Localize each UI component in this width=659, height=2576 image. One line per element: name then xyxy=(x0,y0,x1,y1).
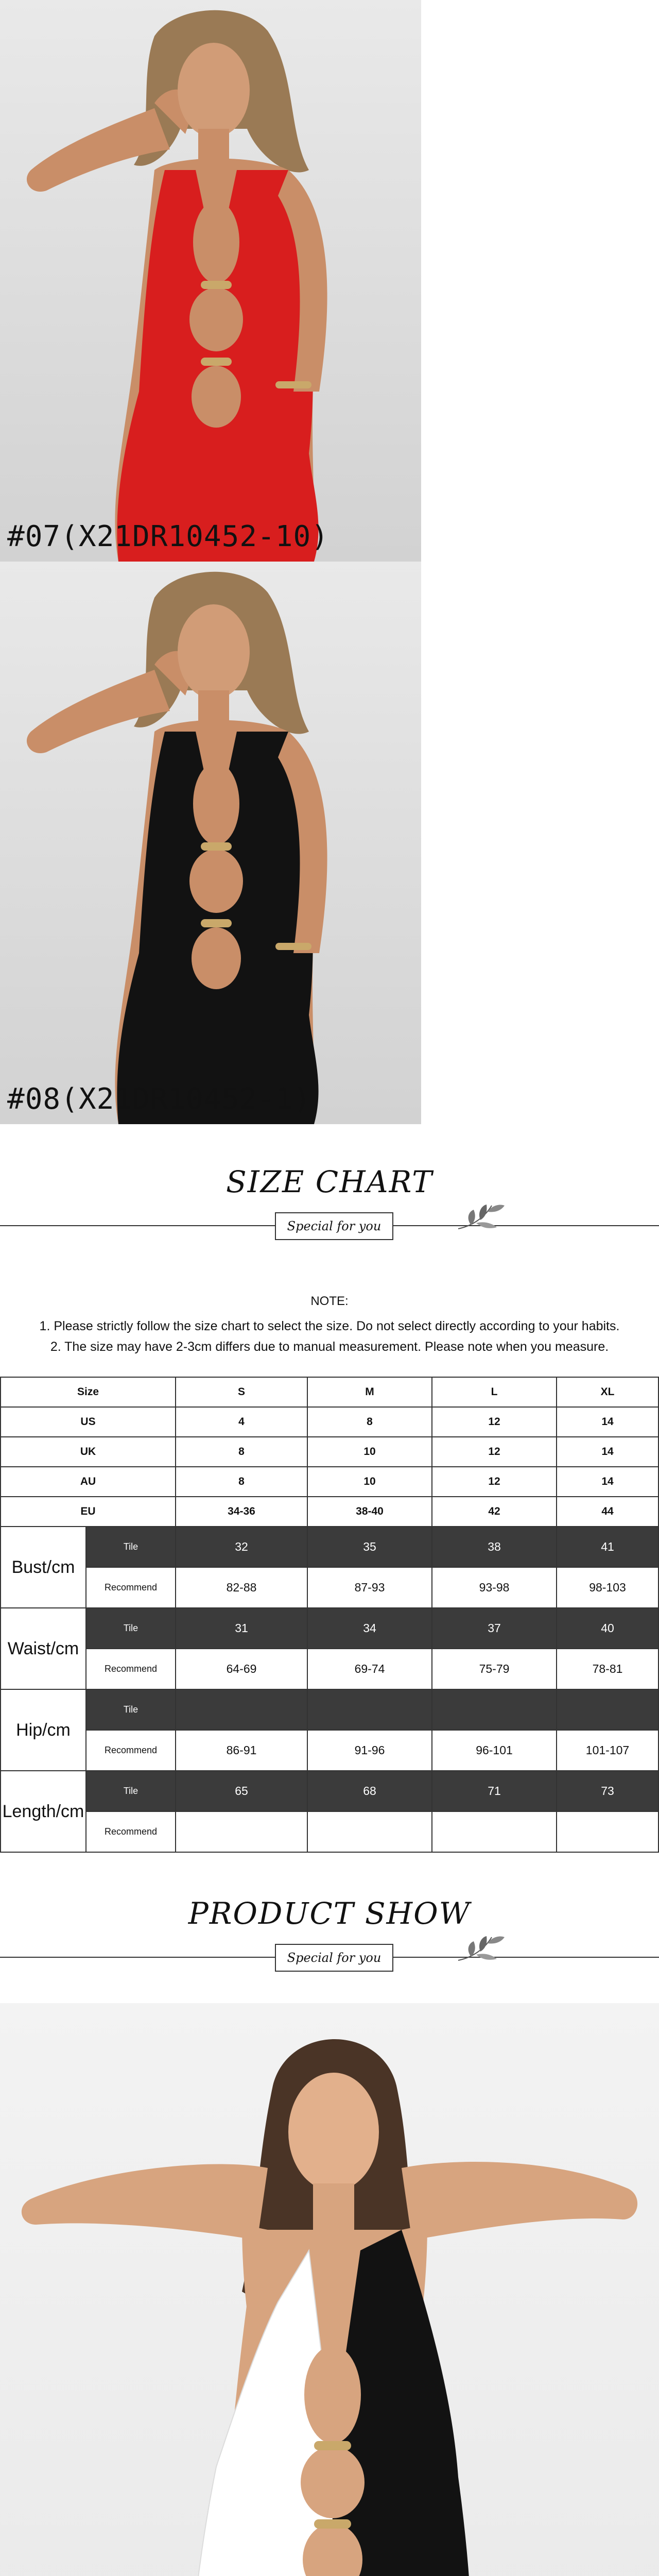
note-line: 2. The size may have 2-3cm differs due to manual measurement. Please note when you measure. xyxy=(50,1340,609,1354)
table-cell: 4 xyxy=(176,1407,307,1437)
table-cell: 14 xyxy=(557,1437,658,1467)
table-cell: 14 xyxy=(557,1467,658,1497)
table-cell: 91-96 xyxy=(307,1730,432,1771)
table-row xyxy=(1,1497,658,1527)
size-header: Size xyxy=(1,1377,176,1407)
table-cell: 101-107 xyxy=(557,1730,658,1771)
size-note xyxy=(0,1294,659,1357)
model-illustration xyxy=(0,2003,659,2576)
size-col-header: M xyxy=(307,1377,432,1407)
note-line: 1. Please strictly follow the size chart to select the size. Do not select directly according to your habits. xyxy=(39,1319,620,1333)
table-cell: 65 xyxy=(176,1771,307,1811)
table-cell xyxy=(432,1689,557,1730)
measurement-label: Hip/cm xyxy=(1,1689,86,1771)
row-type: Recommend xyxy=(86,1730,176,1771)
table-cell: 10 xyxy=(307,1467,432,1497)
table-cell: 12 xyxy=(432,1467,557,1497)
product-show-subtitle: Special for you xyxy=(275,1944,393,1972)
size-col-header: S xyxy=(176,1377,307,1407)
table-cell: 73 xyxy=(557,1771,658,1811)
table-cell: 82-88 xyxy=(176,1567,307,1608)
table-cell: 10 xyxy=(307,1437,432,1467)
row-type: Recommend xyxy=(86,1567,176,1608)
size-col-header: L xyxy=(432,1377,557,1407)
table-cell: 44 xyxy=(557,1497,658,1527)
measurement-label: Length/cm xyxy=(1,1771,86,1852)
row-type: Recommend xyxy=(86,1811,176,1852)
row-type: Tile xyxy=(86,1771,176,1811)
table-cell: 78-81 xyxy=(557,1649,658,1689)
table-cell: 35 xyxy=(307,1527,432,1567)
table-cell: 31 xyxy=(176,1608,307,1649)
measurement-label: Bust/cm xyxy=(1,1527,86,1608)
size-chart-title: SIZE CHART xyxy=(226,1164,433,1199)
table-cell: 98-103 xyxy=(557,1567,658,1608)
table-cell: 12 xyxy=(432,1407,557,1437)
table-cell: 71 xyxy=(432,1771,557,1811)
row-type: Recommend xyxy=(86,1649,176,1689)
row-label: AU xyxy=(1,1467,176,1497)
table-cell: 38-40 xyxy=(307,1497,432,1527)
table-cell xyxy=(557,1689,658,1730)
leaf-icon xyxy=(456,1932,507,1963)
size-table xyxy=(0,1377,659,1853)
size-chart-header xyxy=(0,1164,659,1252)
size-col-header: XL xyxy=(557,1377,658,1407)
table-cell: 69-74 xyxy=(307,1649,432,1689)
table-cell: 8 xyxy=(307,1407,432,1437)
table-cell: 75-79 xyxy=(432,1649,557,1689)
table-cell: 93-98 xyxy=(432,1567,557,1608)
product-photo-black xyxy=(0,562,421,1124)
table-cell: 86-91 xyxy=(176,1730,307,1771)
table-row xyxy=(1,1811,658,1852)
table-row xyxy=(1,1649,658,1689)
model-illustration xyxy=(0,562,421,1124)
table-cell xyxy=(176,1689,307,1730)
table-cell: 8 xyxy=(176,1467,307,1497)
sku-label: #07(X21DR10452-10) xyxy=(7,520,329,553)
table-cell: 87-93 xyxy=(307,1567,432,1608)
table-cell: 37 xyxy=(432,1608,557,1649)
table-cell: 8 xyxy=(176,1437,307,1467)
size-chart-subtitle: Special for you xyxy=(275,1212,393,1240)
table-cell xyxy=(432,1811,557,1852)
table-cell: 32 xyxy=(176,1527,307,1567)
table-row xyxy=(1,1608,658,1649)
note-title: NOTE: xyxy=(310,1294,349,1308)
table-row xyxy=(1,1689,658,1730)
leaf-icon xyxy=(456,1200,507,1231)
table-cell xyxy=(176,1811,307,1852)
table-cell xyxy=(557,1811,658,1852)
table-cell: 42 xyxy=(432,1497,557,1527)
row-label: EU xyxy=(1,1497,176,1527)
row-type: Tile xyxy=(86,1608,176,1649)
table-header-row xyxy=(1,1377,658,1407)
table-cell: 34-36 xyxy=(176,1497,307,1527)
table-cell: 96-101 xyxy=(432,1730,557,1771)
table-row xyxy=(1,1467,658,1497)
table-row xyxy=(1,1437,658,1467)
table-row xyxy=(1,1567,658,1608)
product-photo-red xyxy=(0,0,421,562)
table-cell: 40 xyxy=(557,1608,658,1649)
product-show-header xyxy=(0,1896,659,1984)
row-type: Tile xyxy=(86,1527,176,1567)
table-cell: 41 xyxy=(557,1527,658,1567)
model-illustration xyxy=(0,0,421,562)
table-cell: 38 xyxy=(432,1527,557,1567)
table-row xyxy=(1,1730,658,1771)
product-show-title: PRODUCT SHOW xyxy=(188,1896,471,1931)
table-cell: 68 xyxy=(307,1771,432,1811)
measurement-label: Waist/cm xyxy=(1,1608,86,1689)
table-cell xyxy=(307,1689,432,1730)
table-row xyxy=(1,1407,658,1437)
row-type: Tile xyxy=(86,1689,176,1730)
table-cell: 34 xyxy=(307,1608,432,1649)
table-cell: 12 xyxy=(432,1437,557,1467)
product-show-photo xyxy=(0,2003,659,2576)
row-label: US xyxy=(1,1407,176,1437)
table-cell: 14 xyxy=(557,1407,658,1437)
table-cell: 64-69 xyxy=(176,1649,307,1689)
row-label: UK xyxy=(1,1437,176,1467)
sku-label: #08(X21DR10452-1) xyxy=(7,1082,311,1116)
table-row xyxy=(1,1527,658,1567)
table-cell xyxy=(307,1811,432,1852)
table-row xyxy=(1,1771,658,1811)
